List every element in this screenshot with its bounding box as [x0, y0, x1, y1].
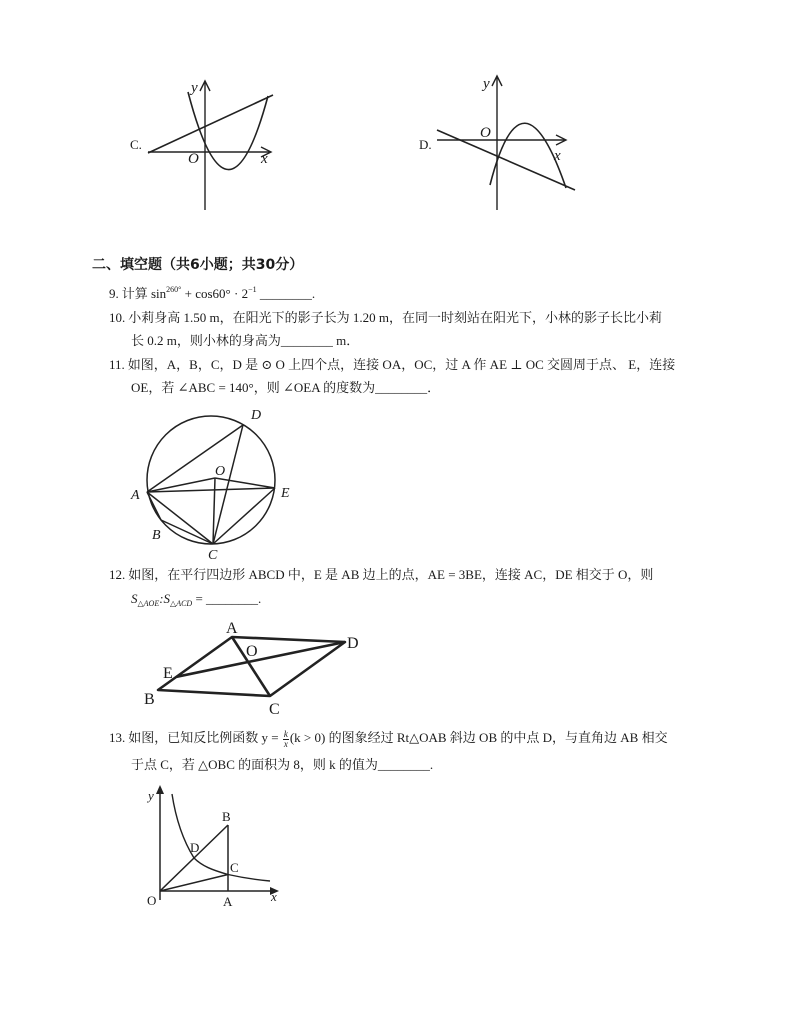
question-10-line-1 [109, 309, 662, 327]
point-label-e: E [281, 486, 290, 501]
option-d-x-label: x [554, 148, 561, 164]
question-11-line-2: OE，若 ∠ABC = 140°，则 ∠OEA 的度数为________． [131, 380, 441, 395]
question-10-line-2: 长 0.2 m，则小林的身高为________ m． [131, 333, 360, 348]
q12-blank: = ________. [192, 591, 262, 606]
segment-ab [147, 492, 161, 520]
question-number: 12. [109, 567, 126, 582]
question-13-line-2: 于点 C，若 △OBC 的面积为 8，则 k 的值为________. [131, 757, 434, 772]
option-c-line [148, 95, 273, 153]
x-axis-label: x [271, 889, 277, 904]
q11-circle-figure [125, 400, 305, 565]
point-label-c: C [208, 548, 218, 563]
q12-text-1: 如图，在平行四边形 ABCD 中，E 是 AB 边上的点，AE = 3BE，连接 AC，DE 相交于 O，则 [128, 567, 654, 582]
y-axis-label: y [148, 788, 154, 803]
point-label-a: A [131, 488, 140, 503]
segment-oe [215, 478, 275, 488]
q9-blank: ________. [256, 286, 316, 301]
section-title: 二、填空题（共6小题；共30分） [92, 257, 304, 273]
y-axis-arrow [156, 785, 164, 794]
question-9 [109, 285, 315, 303]
fraction-denominator: x [283, 738, 288, 749]
option-d-graph [419, 76, 575, 210]
point-label-d: D [347, 635, 359, 652]
circle-o [147, 416, 275, 544]
point-label-d: D [190, 840, 200, 855]
q13-text-2: (k > 0) 的图象经过 Rt△OAB 斜边 OB 的中点 D，与直角边 AB 相交 [289, 730, 668, 745]
q12-area-1: S [131, 591, 138, 606]
q13-text-1: 如图，已知反比例函数 y = [128, 730, 282, 745]
segment-oc [213, 478, 215, 544]
point-label-o: O [147, 893, 157, 908]
point-label-o: O [246, 643, 258, 660]
segment-oc [160, 875, 228, 892]
question-12-line-2 [131, 590, 261, 608]
question-number: 11. [109, 357, 125, 372]
q13-fraction [283, 730, 289, 749]
point-label-d: D [251, 408, 262, 423]
q10-text-1: 小莉身高 1.50 m，在阳光下的影子长为 1.20 m，在同一时刻站在阳光下，小林的影子长比小莉 [128, 310, 662, 325]
fraction-numerator: k [283, 728, 288, 739]
option-c-origin-label: O [188, 151, 199, 167]
q12-parallelogram-figure [135, 615, 375, 720]
q9-superscript-2: −1 [248, 285, 257, 294]
hyperbola-curve [172, 794, 270, 881]
question-number: 9. [109, 286, 119, 301]
q9-text-2: + cos60° · 2 [181, 286, 249, 301]
option-c-graph [130, 80, 273, 210]
point-label-b: B [144, 691, 155, 708]
q12-area-2: :S [159, 591, 171, 606]
point-label-e: E [163, 665, 173, 682]
option-d-label: D. [419, 137, 432, 152]
segment-ob [160, 825, 228, 891]
q12-subscript-1: △AOE [137, 599, 160, 608]
q9-superscript-1: 260° [166, 285, 182, 294]
q13-hyperbola-figure [140, 780, 290, 915]
q11-text-1: 如图，A，B，C，D 是 ⊙ O 上四个点，连接 OA，OC，过 A 作 AE ⊥ OC 交圆周于点、 E，连接 [127, 357, 676, 372]
question-number: 10. [109, 310, 126, 325]
point-label-a: A [223, 894, 233, 909]
point-label-a: A [226, 620, 238, 637]
question-number: 13. [109, 730, 126, 745]
question-11-line-1 [109, 356, 675, 374]
option-d-origin-label: O [480, 125, 491, 141]
point-label-c: C [230, 860, 239, 875]
option-c-label: C. [130, 137, 142, 152]
point-label-c: C [269, 701, 280, 718]
option-d-y-label: y [483, 76, 490, 92]
option-c-y-label: y [191, 80, 198, 96]
question-13-line-1 [109, 729, 668, 749]
q12-subscript-2: △ACD [170, 599, 193, 608]
point-label-b: B [222, 809, 231, 824]
point-label-b: B [152, 528, 161, 543]
question-12-line-1 [109, 566, 653, 584]
option-c-x-label: x [261, 151, 268, 167]
point-label-o: O [215, 464, 226, 479]
options-graphs [0, 0, 794, 230]
q9-text-1: 计算 sin [121, 286, 167, 301]
